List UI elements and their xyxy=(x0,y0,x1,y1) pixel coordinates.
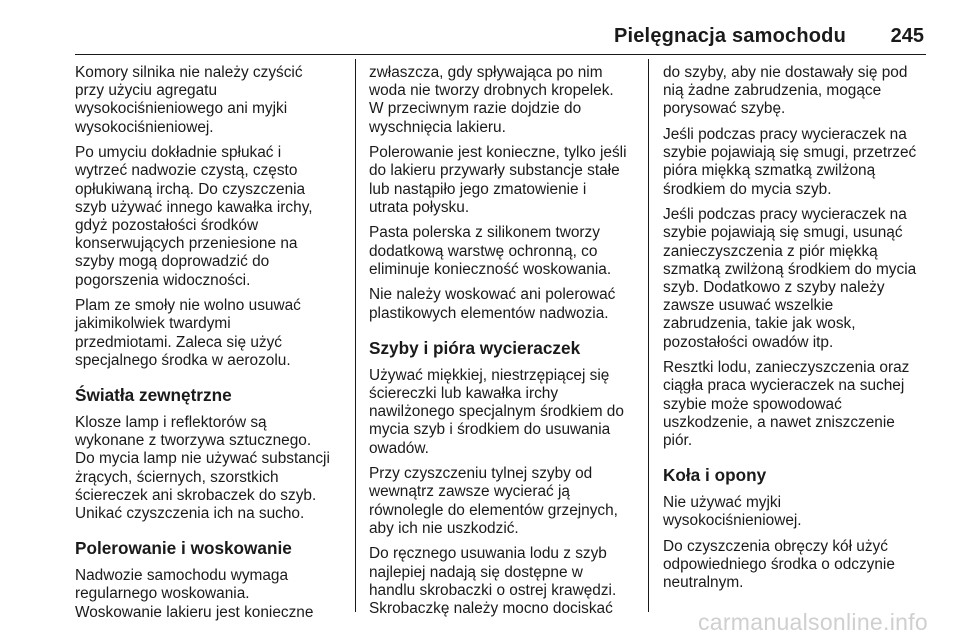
text-line: Polerowanie i woskowanie xyxy=(75,538,292,559)
text-line: utrata połysku. xyxy=(369,198,470,216)
text-line: żrących, ściernych, szorstkich xyxy=(75,468,279,486)
text-line: Do mycia lamp nie używać substancji xyxy=(75,450,330,468)
paragraph xyxy=(369,64,637,137)
section-heading xyxy=(75,538,347,558)
text-line: jakimikolwiek twardymi xyxy=(75,315,231,333)
text-line: szyby mogą doprowadzić do xyxy=(75,253,270,271)
text-line: Plam ze smoły nie wolno usuwać xyxy=(75,297,301,315)
text-line: Do ręcznego usuwania lodu z szyb xyxy=(369,545,607,563)
text-line: ciągła praca wycieraczek na suchej xyxy=(663,377,905,395)
paragraph xyxy=(663,64,933,119)
section-heading xyxy=(75,385,347,405)
text-line: neutralnym. xyxy=(663,574,744,592)
paragraph xyxy=(663,538,933,593)
paragraph xyxy=(369,286,637,322)
text-line: handlu skrobaczki o ostrej krawędzi. xyxy=(369,581,617,599)
text-line: mycia szyb i środkiem do usuwania xyxy=(369,421,611,439)
text-line: Po umyciu dokładnie spłukać i xyxy=(75,144,282,162)
text-line: wyschnięcia lakieru. xyxy=(369,118,506,136)
text-line: wysokociśnieniowej. xyxy=(75,118,214,136)
paragraph xyxy=(369,367,637,458)
text-line: do szyby, aby nie dostawały się pod xyxy=(663,64,908,81)
text-line: równolegle do elementów grzejnych, xyxy=(369,501,618,519)
text-line: ściereczki lub kawałka irchy xyxy=(369,385,559,403)
text-line: odpowiedniego środka o odczynie xyxy=(663,556,895,574)
text-line: Komory silnika nie należy czyścić xyxy=(75,64,303,81)
column-divider xyxy=(355,59,356,612)
text-line: Do czyszczenia obręczy kół użyć xyxy=(663,538,888,556)
text-line: szybie pojawiają się smugi, usunąć xyxy=(663,224,903,242)
text-line: nią żadne zabrudzenia, mogące xyxy=(663,82,882,100)
text-line: pozostałości owadów itp. xyxy=(663,333,834,351)
text-line: Skrobaczkę należy mocno dociskać xyxy=(369,600,613,618)
text-line: dodatkową warstwę ochronną, co xyxy=(369,242,598,260)
section-heading xyxy=(369,338,637,358)
text-line: Jeśli podczas pracy wycieraczek na xyxy=(663,126,907,143)
text-line: Nie należy woskować ani polerować xyxy=(369,286,616,304)
text-line: ściereczek ani skrobaczek do szyb. xyxy=(75,486,317,504)
text-line: Koła i opony xyxy=(663,465,767,486)
text-line: aby ich nie uszkodzić. xyxy=(369,519,519,537)
paragraph xyxy=(75,414,347,523)
text-line: Używać miękkiej, niestrzępiącej się xyxy=(369,366,610,384)
text-line: owadów. xyxy=(369,439,429,457)
page-header xyxy=(75,22,926,55)
text-line: pióra miękką szmatką zwilżoną xyxy=(663,162,876,180)
text-column-2 xyxy=(369,64,637,626)
text-line: wysokociśnieniowej. xyxy=(663,512,802,530)
page-number: 245 xyxy=(890,25,924,47)
column-divider xyxy=(648,59,649,612)
paragraph xyxy=(663,494,933,530)
text-line: Klosze lamp i reflektorów są xyxy=(75,414,267,432)
text-line: Polerowanie jest konieczne, tylko jeśli xyxy=(369,144,627,162)
text-line: przedmiotami. Zaleca się użyć xyxy=(75,333,282,351)
text-line: środkiem do mycia szyb. xyxy=(663,180,832,198)
text-line: Pasta polerska z silikonem tworzy xyxy=(369,224,600,242)
text-line: uszkodzenie, a nawet zniszczenie xyxy=(663,413,895,431)
paragraph xyxy=(663,359,933,450)
paragraph xyxy=(75,297,347,370)
text-line: W przeciwnym razie dojdzie do xyxy=(369,100,582,118)
paragraph xyxy=(369,545,637,618)
text-line: zawsze usuwać wszelkie xyxy=(663,297,834,315)
text-line: Unikać czyszczenia ich na sucho. xyxy=(75,505,305,523)
text-line: opłukiwaną irchą. Do czyszczenia xyxy=(75,180,306,198)
text-line: wewnątrz zawsze wycierać ją xyxy=(369,483,570,501)
text-line: zabrudzenia, takie jak wosk, xyxy=(663,315,856,333)
text-line: porysować szybę. xyxy=(663,100,786,118)
paragraph xyxy=(75,64,347,137)
text-line: plastikowych elementów nadwozia. xyxy=(369,304,609,322)
text-column-1 xyxy=(75,64,347,629)
text-line: szyb. Dodatkowo z szyby należy xyxy=(663,279,885,297)
text-line: najlepiej nadają się dostępne w xyxy=(369,563,583,581)
text-line: woda nie tworzy drobnych kropelek. xyxy=(369,82,614,100)
paragraph xyxy=(663,126,933,199)
paragraph xyxy=(663,206,933,352)
text-line: pogorszenia widoczności. xyxy=(75,271,251,289)
text-line: Jeśli podczas pracy wycieraczek na xyxy=(663,206,907,224)
text-line: wykonane z tworzywa sztucznego. xyxy=(75,432,312,450)
text-line: Resztki lodu, zanieczyszczenia oraz xyxy=(663,359,910,377)
text-line: przy użyciu agregatu xyxy=(75,82,218,100)
text-line: gdyż pozostałości środków xyxy=(75,217,259,235)
text-line: wysokociśnieniowego ani myjki xyxy=(75,100,288,118)
text-line: do lakieru przywarły substancje stałe xyxy=(369,162,620,180)
text-line: wytrzeć nadwozie czystą, często xyxy=(75,162,298,180)
text-line: Przy czyszczeniu tylnej szyby od xyxy=(369,465,593,483)
text-line: regularnego woskowania. xyxy=(75,585,250,603)
text-line: zanieczyszczenia z piór miękką xyxy=(663,242,878,260)
text-line: lub nastąpiło jego zmatowienie i xyxy=(369,180,587,198)
text-line: szmatką zwilżoną środkiem do mycia xyxy=(663,260,917,278)
text-line: Światła zewnętrzne xyxy=(75,385,232,406)
text-line: konserwujących przeniesione na xyxy=(75,235,298,253)
paragraph xyxy=(75,567,347,622)
page-title: Pielęgnacja samochodu xyxy=(613,25,846,47)
text-line: szybie może spowodować xyxy=(663,395,842,413)
watermark: carmanualsonline.info xyxy=(697,609,928,635)
text-line: Nie używać myjki xyxy=(663,494,782,512)
text-line: Nadwozie samochodu wymaga xyxy=(75,567,289,585)
section-heading xyxy=(663,465,933,485)
text-line: Woskowanie lakieru jest konieczne xyxy=(75,603,314,621)
text-column-3 xyxy=(663,64,933,600)
text-line: piór. xyxy=(663,432,693,450)
text-line: eliminuje konieczność woskowania. xyxy=(369,260,612,278)
paragraph xyxy=(369,144,637,217)
text-line: specjalnego środka w aerozolu. xyxy=(75,351,291,369)
text-line: szybie pojawiają się smugi, przetrzeć xyxy=(663,144,917,162)
text-line: Szyby i pióra wycieraczek xyxy=(369,337,581,358)
paragraph xyxy=(369,224,637,279)
text-line: zwłaszcza, gdy spływająca po nim xyxy=(369,64,603,81)
paragraph xyxy=(75,144,347,290)
text-line: szyb używać innego kawałka irchy, xyxy=(75,198,313,216)
text-line: nawilżonego specjalnym środkiem do xyxy=(369,403,624,421)
paragraph xyxy=(369,465,637,538)
